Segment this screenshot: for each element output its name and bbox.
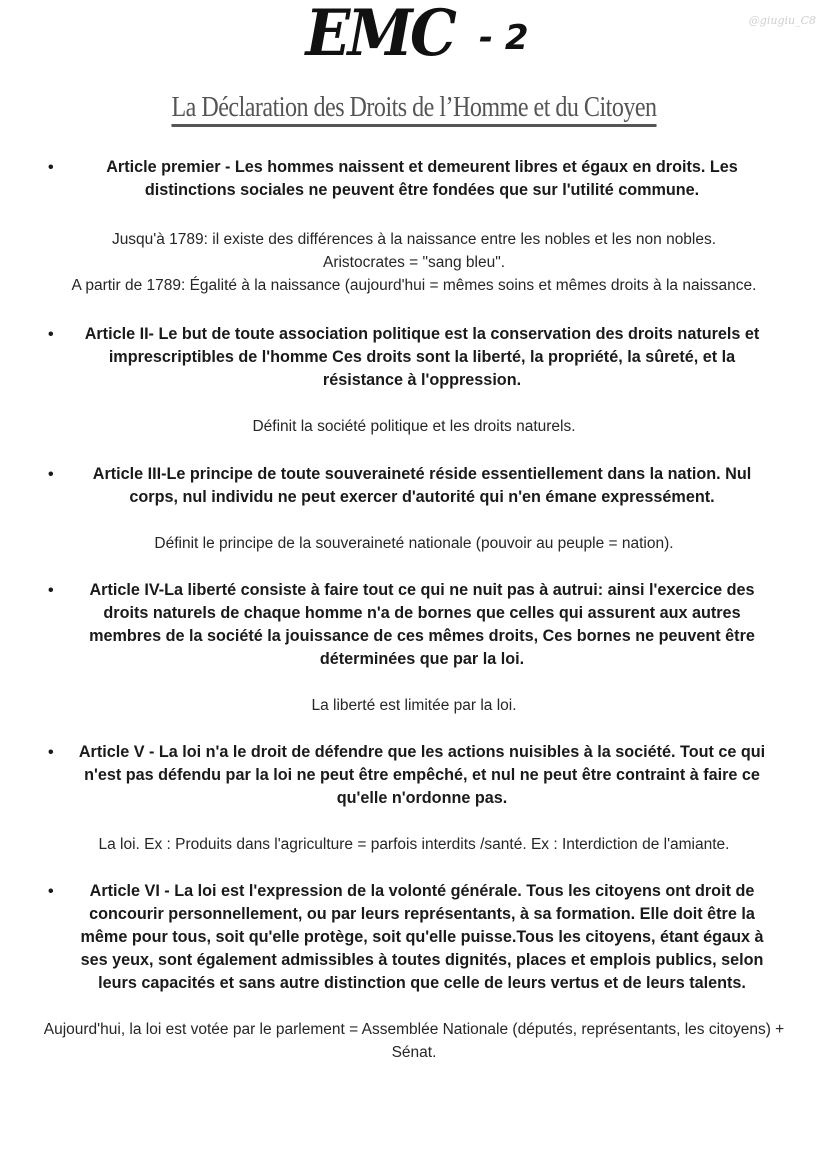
article-text: Article premier - Les hommes naissent et demeurent libres et égaux en droits. Les distinctions sociales ne peuvent être fondées que sur l'utilité commune. bbox=[106, 158, 738, 199]
article-1 bbox=[40, 156, 788, 202]
note-line: Jusqu'à 1789: il existe des différences à la naissance entre les nobles et les non nobles. bbox=[111, 231, 717, 248]
article-2 bbox=[40, 323, 788, 392]
bullet-icon: • bbox=[48, 159, 54, 176]
watermark: @giugiu_C8 bbox=[748, 14, 816, 27]
bullet-icon: • bbox=[48, 466, 54, 483]
page-title bbox=[0, 0, 828, 71]
bullet-icon: • bbox=[48, 326, 54, 343]
article-1-note bbox=[40, 228, 788, 297]
article-5 bbox=[40, 741, 788, 810]
note-line: Aristocrates = "sang bleu". bbox=[322, 254, 506, 271]
article-2-note: Définit la société politique et les droits naturels. bbox=[252, 418, 576, 435]
document-content bbox=[0, 156, 828, 1064]
bullet-icon: • bbox=[48, 744, 54, 761]
article-5-note: La loi. Ex : Produits dans l'agriculture = parfois interdits /santé. Ex : Interdiction de l'amiante. bbox=[98, 836, 730, 853]
title-main: EMC bbox=[305, 0, 455, 71]
article-text: Article VI - La loi est l'expression de la volonté générale. Tous les citoyens ont droit de concourir personnellement, ou par leurs représentants, à sa formation. Elle doit être la même pour tous, soit qu'elle protège, soit qu'elle puisse.Tous les citoyens, étant égaux à ses yeux, sont également admissibles à toutes dignités, places et emplois publics, selon leurs capacités et sans autre distinction que celle de leurs vertus et de leurs talents. bbox=[80, 882, 764, 992]
article-6 bbox=[40, 880, 788, 995]
subtitle-text: La Déclaration des Droits de l’Homme et du Citoyen bbox=[171, 92, 656, 127]
article-text: Article IV-La liberté consiste à faire tout ce qui ne nuit pas à autrui: ainsi l'exercice des droits naturels de chaque homme n'a de bornes que celles qui assurent aux autres membres de la société la jouissance de ces mêmes droits, Ces bornes ne peuvent être déterminées que par la loi. bbox=[89, 581, 755, 668]
article-text: Article III-Le principe de toute souveraineté réside essentiellement dans la nation. Nul corps, nul individu ne peut exercer d'autorité qui n'en émane expressément. bbox=[92, 465, 752, 506]
note-line: A partir de 1789: Égalité à la naissance (aujourd'hui = mêmes soins et mêmes droits à la naissance. bbox=[71, 277, 757, 294]
article-text: Article II- Le but de toute association politique est la conservation des droits naturels et imprescriptibles de l'homme Ces droits sont la liberté, la propriété, la sûreté, et la résistance à l'oppression. bbox=[84, 325, 760, 389]
article-4 bbox=[40, 579, 788, 671]
title-suffix: - 2 bbox=[478, 18, 529, 58]
article-6-note: Aujourd'hui, la loi est votée par le parlement = Assemblée Nationale (députés, représentants, les citoyens) + Sénat. bbox=[43, 1021, 785, 1061]
bullet-icon: • bbox=[48, 582, 54, 599]
article-text: Article V - La loi n'a le droit de défendre que les actions nuisibles à la société. Tout ce qui n'est pas défendu par la loi ne peut être empêché, et nul ne peut être contraint à faire ce qu'elle n'ordonne pas. bbox=[78, 743, 766, 807]
page-subtitle bbox=[0, 92, 828, 127]
bullet-icon: • bbox=[48, 883, 54, 900]
article-4-note: La liberté est limitée par la loi. bbox=[311, 697, 517, 714]
article-3-note: Définit le principe de la souveraineté nationale (pouvoir au peuple = nation). bbox=[154, 535, 674, 552]
article-3 bbox=[40, 463, 788, 509]
